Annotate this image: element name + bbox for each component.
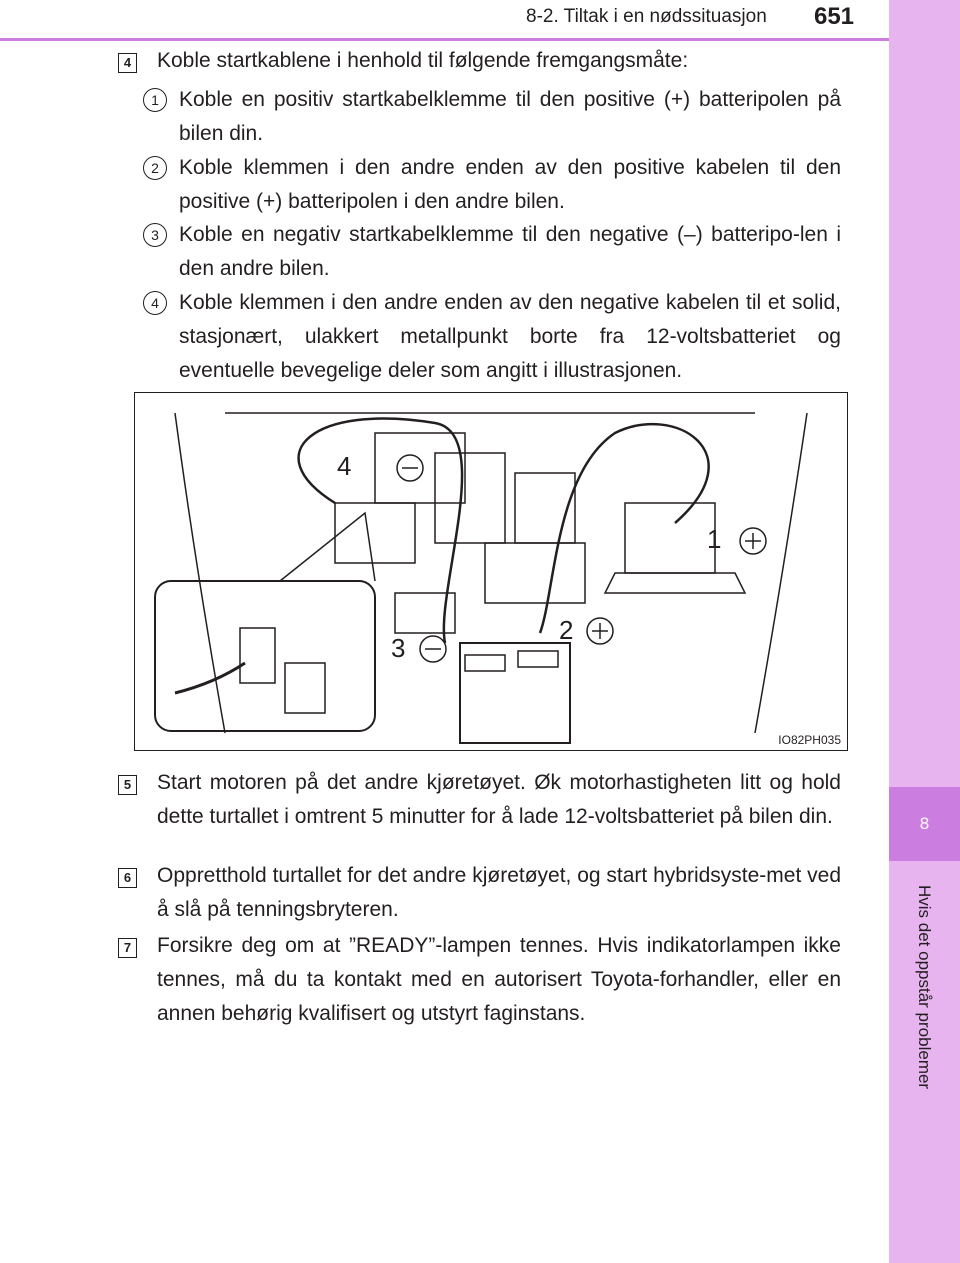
chapter-tab[interactable] xyxy=(889,787,960,861)
substep-number-badge: 1 xyxy=(143,88,167,112)
chapter-number: 8 xyxy=(919,814,930,833)
step-number-badge: 6 xyxy=(118,868,137,888)
engine-bay-drawing xyxy=(135,393,847,750)
substep-number-badge: 3 xyxy=(143,223,167,247)
step-number-badge: 4 xyxy=(118,53,137,73)
page-number: 651 xyxy=(788,1,880,37)
figure-callout: 4 xyxy=(337,451,352,481)
substep-text: Koble klemmen i den andre enden av den positive kabelen til den positive (+) batteripolen i den andre bilen. xyxy=(179,156,841,213)
jump-start-illustration xyxy=(134,392,848,751)
figure-code: IO82PH035 xyxy=(778,733,841,747)
step-number-badge: 5 xyxy=(118,775,137,795)
step-number-badge: 7 xyxy=(118,938,137,958)
substep-number-badge: 4 xyxy=(143,291,167,315)
section-title: 8-2. Tiltak i en nødssituasjon xyxy=(526,6,767,27)
figure-callout: 1 xyxy=(707,524,722,554)
substep-text: Koble en positiv startkabelklemme til den positive (+) batteripolen på bilen din. xyxy=(179,88,841,145)
figure-callout: 2 xyxy=(559,615,574,645)
step-text: Koble startkablene i henhold til følgende fremgangsmåte: xyxy=(157,49,689,72)
figure-callout: 3 xyxy=(391,633,406,663)
substep-text: Koble en negativ startkabelklemme til den negative (–) batteripo-len i den andre bilen. xyxy=(179,223,841,280)
chapter-title: Hvis det oppstår problemer xyxy=(915,885,934,1090)
step-text: Forsikre deg om at ”READY”-lampen tennes. Hvis indikatorlampen ikke tennes, må du ta kontakt med en autorisert Toyota-forhandler, eller en annen behørig kvalifisert og utstyrt faginstans. xyxy=(157,934,841,1025)
substep-number-badge: 2 xyxy=(143,156,167,180)
header-rule xyxy=(0,38,889,41)
substep-text: Koble klemmen i den andre enden av den negative kabelen til et solid, stasjonært, ulakkert metallpunkt borte fra 12-voltsbatteriet og eventuelle bevegelige deler som angitt i illustrasjonen. xyxy=(179,291,841,382)
step-text: Oppretthold turtallet for det andre kjøretøyet, og start hybridsyste-met ved å slå på tenningsbryteren. xyxy=(157,864,841,921)
step-text: Start motoren på det andre kjøretøyet. Øk motorhastigheten litt og hold dette turtallet i omtrent 5 minutter for å lade 12-voltsbatteriet på bilen din. xyxy=(157,771,841,828)
